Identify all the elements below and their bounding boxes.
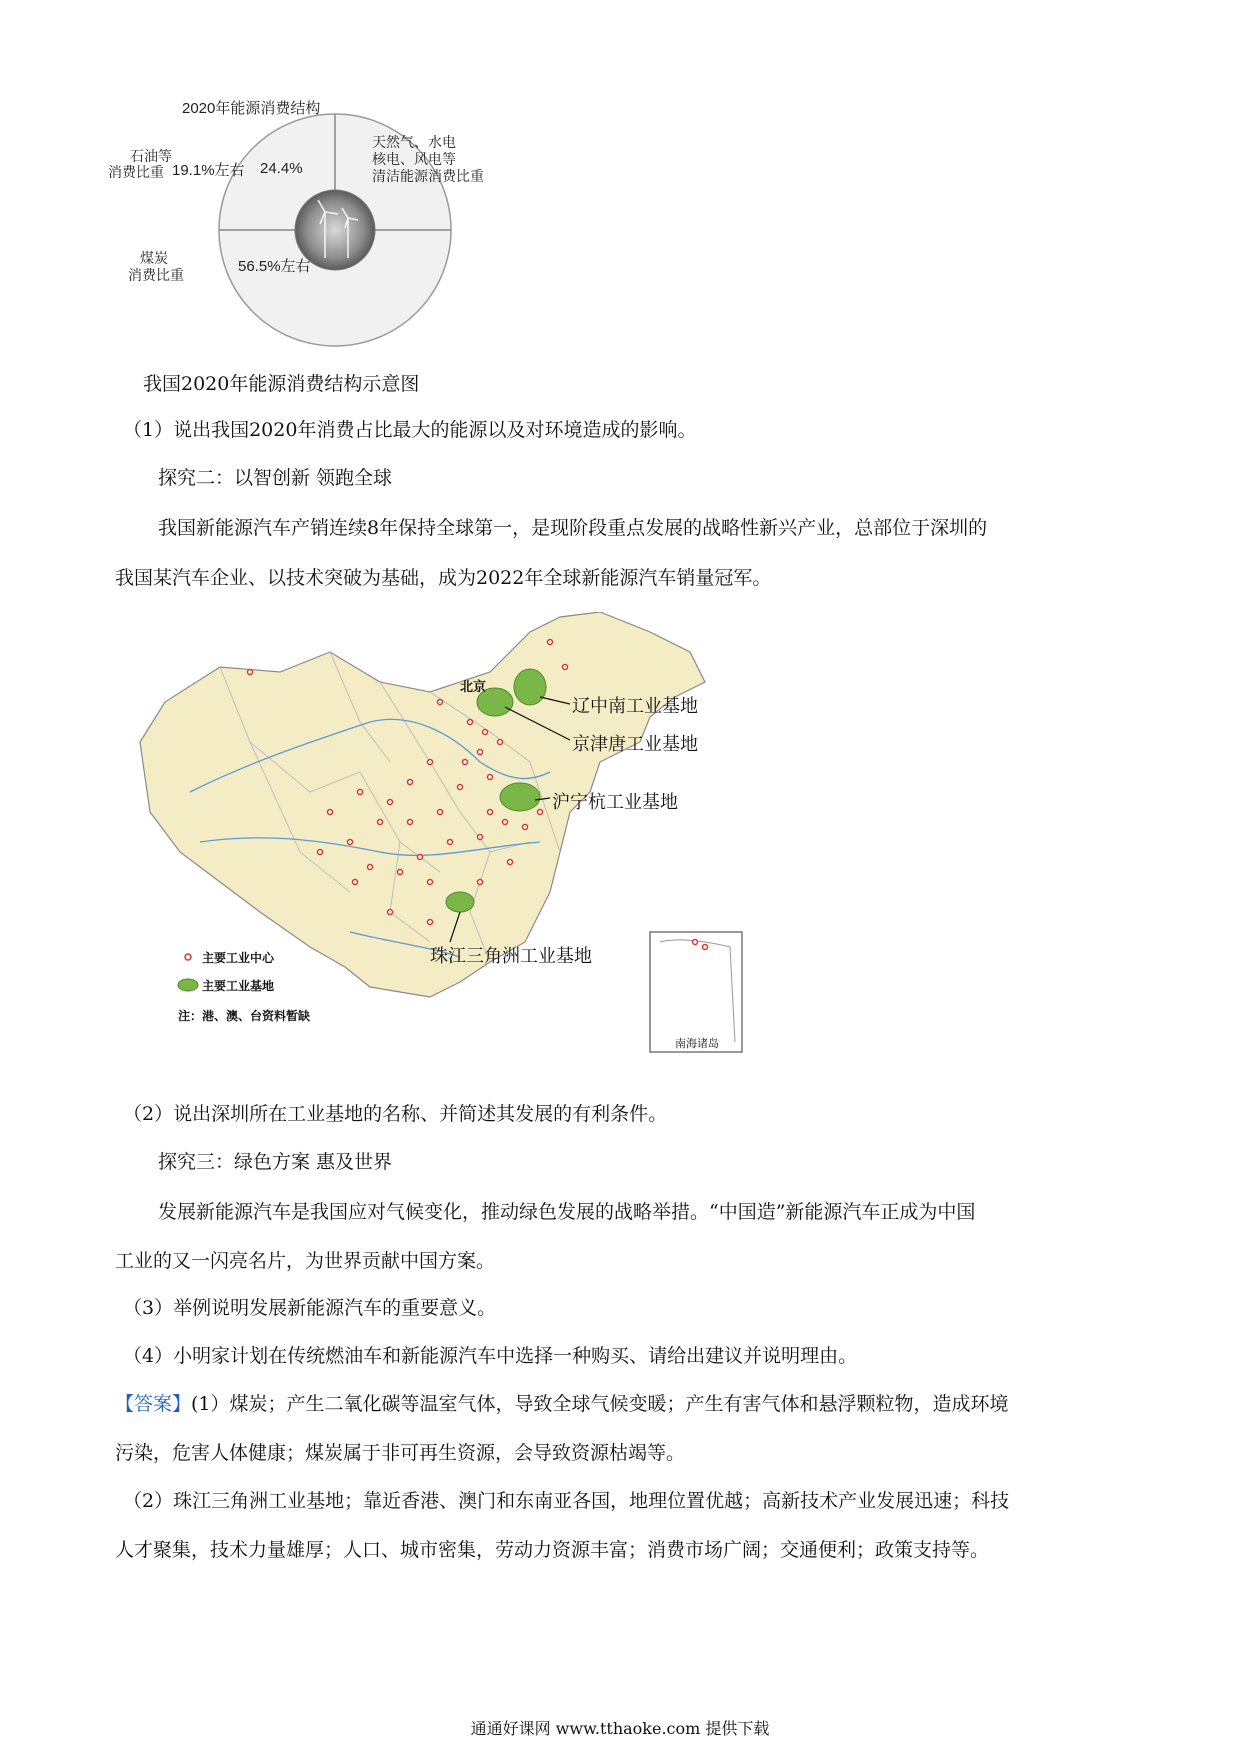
paragraph-2-line-1: 发展新能源汽车是我国应对气候变化，推动绿色发展的战略举措。“中国造”新能源汽车正成为中国 <box>158 1201 976 1223</box>
base-liaozhongnan <box>514 669 546 705</box>
answer-1-line-2: 污染，危害人体健康；煤炭属于非可再生资源，会导致资源枯竭等。 <box>115 1442 686 1464</box>
answer-1-line-1 <box>115 1392 1009 1416</box>
paragraph-2-line-2: 工业的又一闪亮名片，为世界贡献中国方案。 <box>115 1250 496 1272</box>
answer-2-line-2: 人才聚集，技术力量雄厚；人口、城市密集，劳动力资源丰富；消费市场广阔；交通便利；政策支持等。 <box>115 1539 990 1561</box>
map-note: 注：港、澳、台资料暂缺 <box>178 1009 311 1023</box>
page-footer: 通通好课网 www.tthaoke.com 提供下载 <box>470 1719 770 1738</box>
coal-label-line1: 煤炭 <box>140 250 168 266</box>
question-3: （3）举例说明发展新能源汽车的重要意义。 <box>123 1297 497 1319</box>
paragraph-1-line-1: 我国新能源汽车产销连续8年保持全球第一，是现阶段重点发展的战略性新兴产业，总部位于深圳的 <box>158 517 988 539</box>
clean-label-line2: 核电、风电等 <box>372 151 456 167</box>
label-beijing: 北京 <box>460 679 487 694</box>
coal-value: 56.5%左右 <box>238 258 311 275</box>
question-4: （4）小明家计划在传统燃油车和新能源汽车中选择一种购买、请给出建议并说明理由。 <box>123 1345 858 1367</box>
energy-pie-chart <box>160 100 520 350</box>
energy-structure-figure <box>108 100 520 350</box>
paragraph-1-line-2: 我国某汽车企业、以技术突破为基础，成为2022年全球新能源汽车销量冠军。 <box>115 567 772 589</box>
answer-1-line-1-text: (1）煤炭；产生二氧化碳等温室气体，导致全球气候变暖；产生有害气体和悬浮颗粒物，造成环境 <box>191 1393 1009 1415</box>
china-industry-map <box>130 612 750 1062</box>
label-zhujiang: 珠江三角洲工业基地 <box>430 946 592 966</box>
pie-caption: 我国2020年能源消费结构示意图 <box>143 373 420 395</box>
legend-center-label: 主要工业中心 <box>202 951 275 965</box>
inquiry-2-title: 探究二：以智创新 领跑全球 <box>158 467 393 489</box>
oil-value: 19.1%左右 <box>172 162 245 179</box>
base-zhujiang <box>446 892 474 912</box>
legend-center-symbol <box>185 954 191 960</box>
answer-tag: 【答案】 <box>115 1393 192 1415</box>
industry-map-figure <box>130 612 750 1062</box>
coal-label-line2: 消费比重 <box>128 267 184 283</box>
question-1: （1）说出我国2020年消费占比最大的能源以及对环境造成的影响。 <box>123 419 697 441</box>
legend-base-label: 主要工业基地 <box>202 979 275 993</box>
label-liaozhongnan: 辽中南工业基地 <box>572 696 698 716</box>
pie-title: 2020年能源消费结构 <box>182 100 321 117</box>
clean-label-line1: 天然气、水电 <box>372 134 456 150</box>
base-huninghang <box>500 783 540 811</box>
clean-value: 24.4% <box>260 160 303 177</box>
label-huninghang: 沪宁杭工业基地 <box>552 792 678 812</box>
label-jingjintang: 京津唐工业基地 <box>572 734 698 754</box>
inquiry-3-title: 探究三：绿色方案 惠及世界 <box>158 1151 393 1173</box>
south-china-sea-inset <box>650 932 742 1052</box>
oil-label-line1: 石油等 <box>130 148 172 164</box>
legend-base-symbol <box>178 979 198 991</box>
question-2: （2）说出深圳所在工业基地的名称、并简述其发展的有利条件。 <box>123 1103 668 1125</box>
inset-label: 南海诸岛 <box>675 1038 719 1050</box>
answer-2-line-1: （2）珠江三角洲工业基地；靠近香港、澳门和东南亚各国，地理位置优越；高新技术产业发展迅速；科技 <box>123 1490 1010 1512</box>
oil-label-line2: 消费比重 <box>108 164 164 180</box>
clean-label-line3: 清洁能源消费比重 <box>372 168 484 184</box>
